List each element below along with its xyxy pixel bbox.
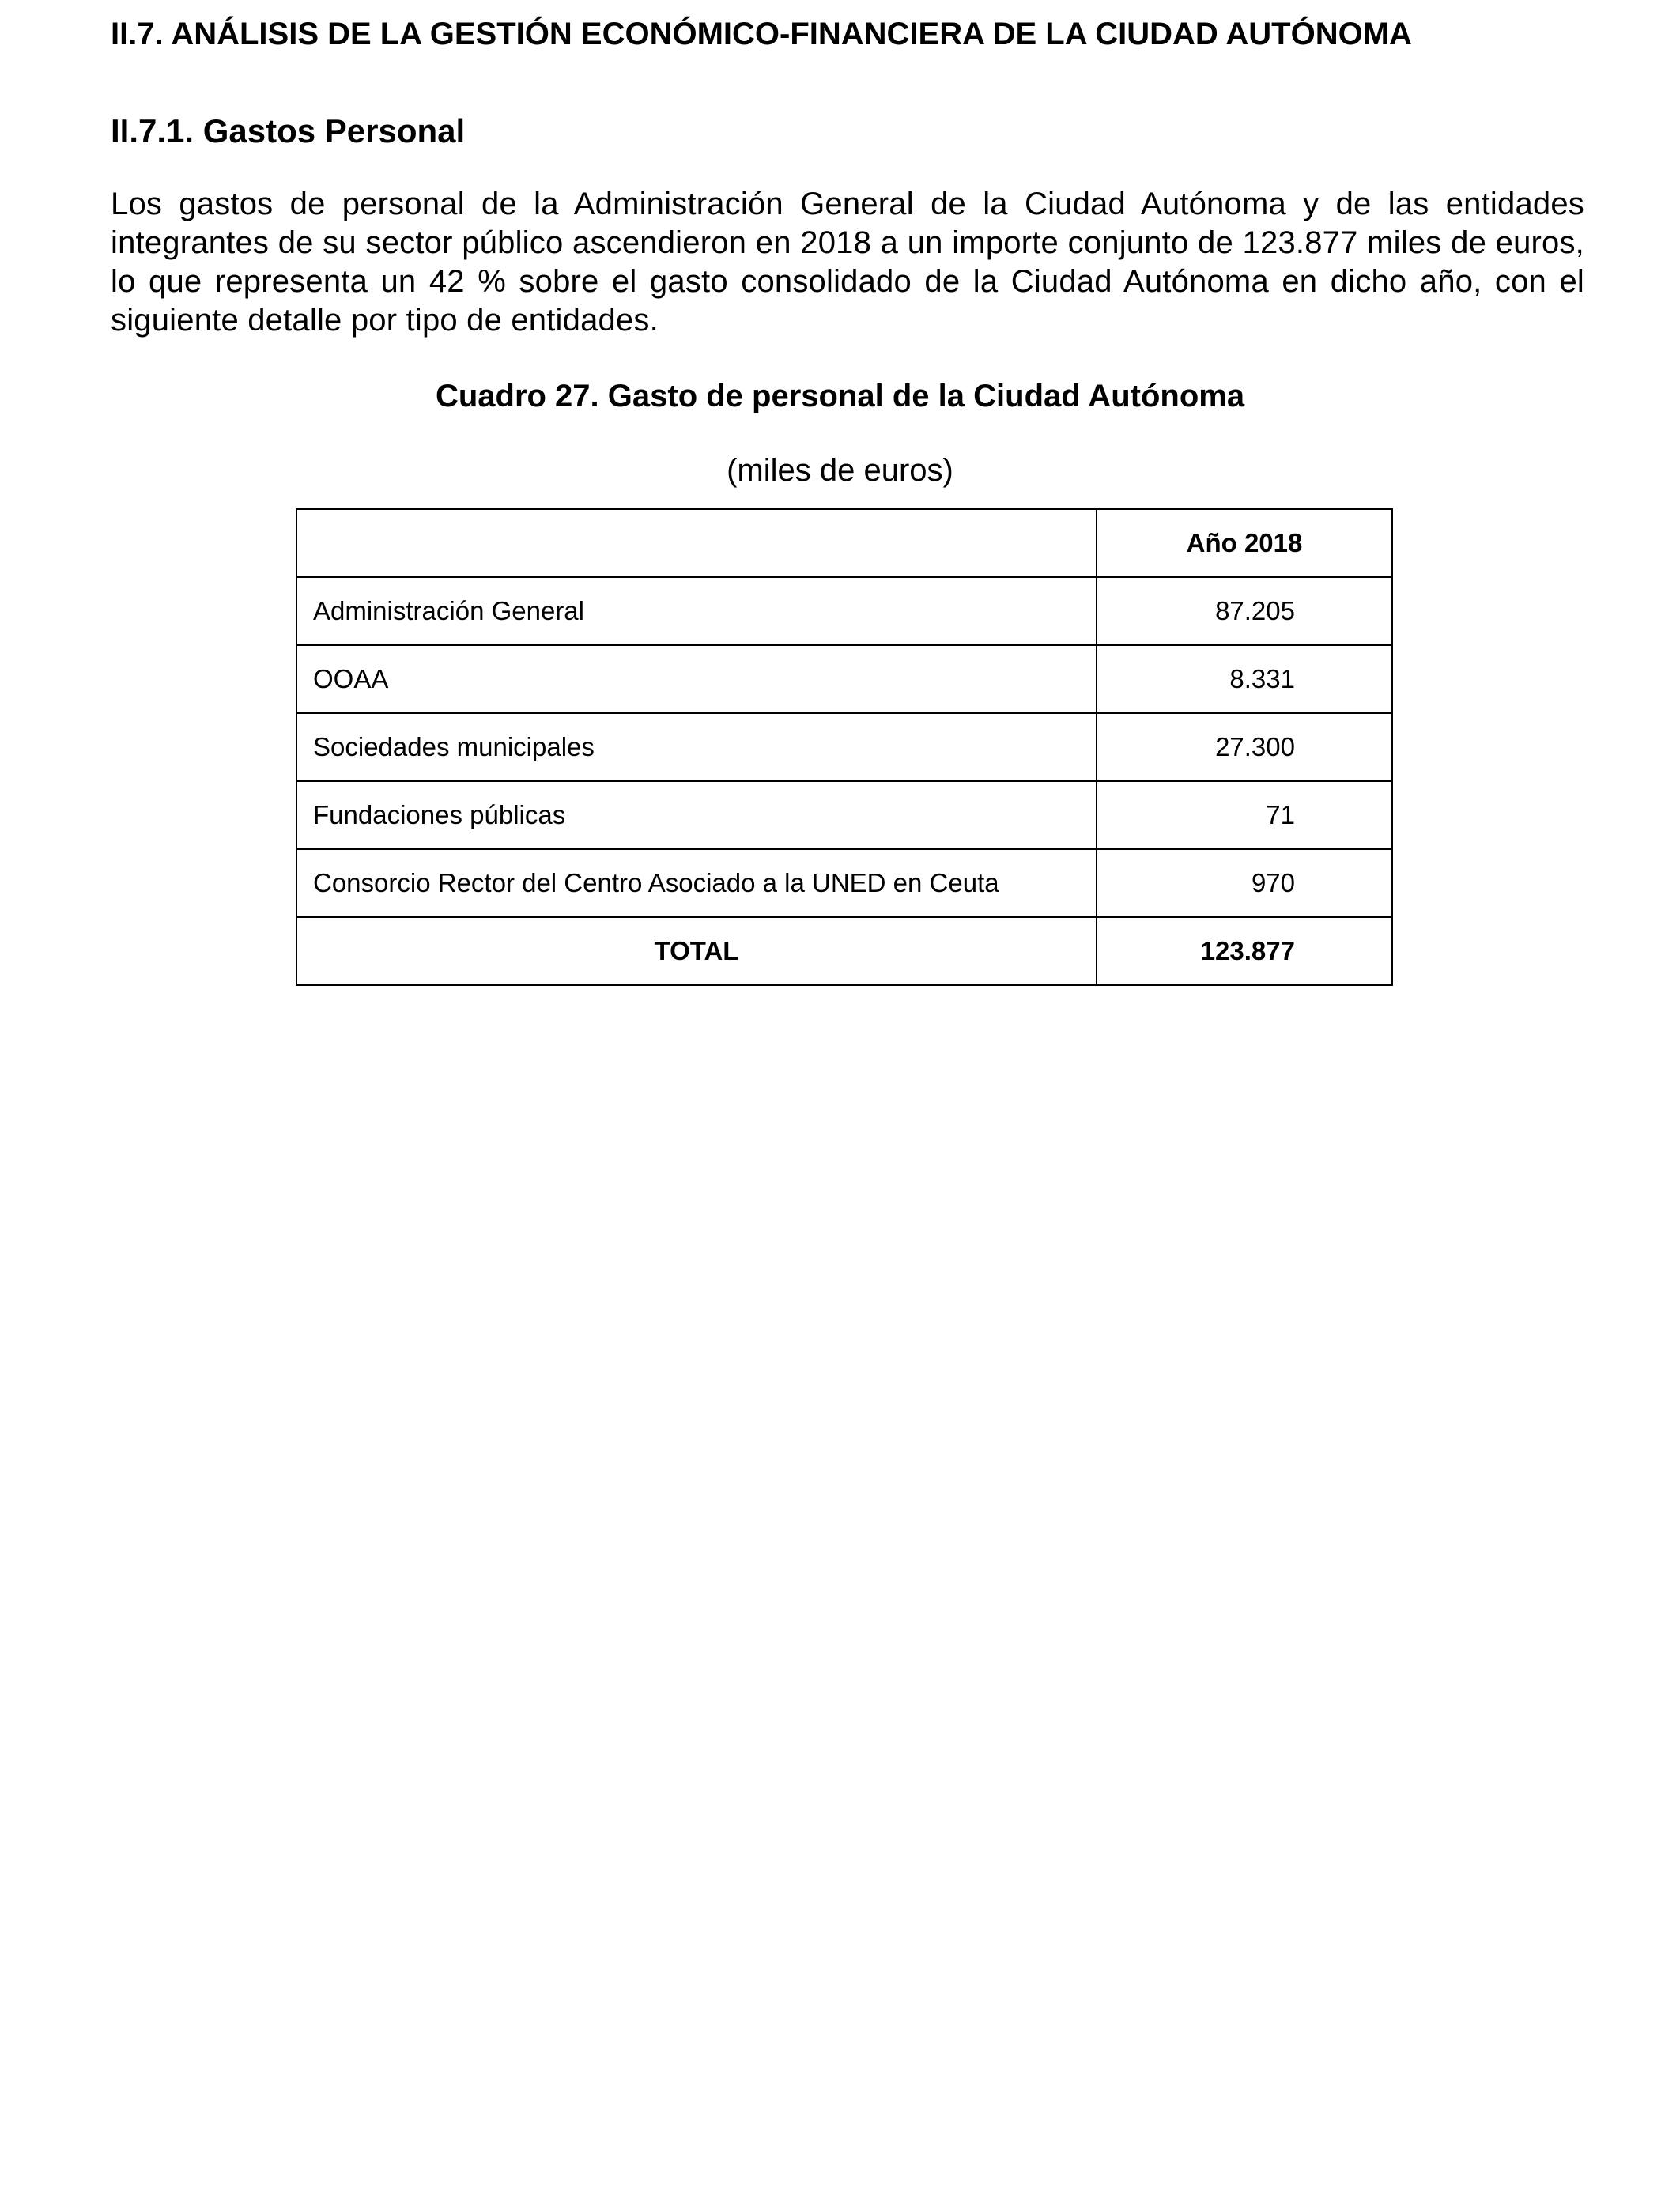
row-value: 27.300 bbox=[1097, 713, 1392, 781]
body-paragraph: Los gastos de personal de la Administración General de la Ciudad Autónoma y de las entidades integrantes de su sector público ascendieron en 2018 a un importe conjunto de 123.877 miles de euros, lo que representa un 42 % sobre el gasto consolidado de la Ciudad Autónoma en dicho año, con el siguiente detalle por tipo de entidades. bbox=[111, 187, 1584, 338]
section-title: II.7. ANÁLISIS DE LA GESTIÓN ECONÓMICO-FINANCIERA DE LA CIUDAD AUTÓNOMA bbox=[111, 17, 1412, 51]
row-value: 8.331 bbox=[1097, 645, 1392, 713]
table-row bbox=[296, 849, 1392, 917]
total-label: TOTAL bbox=[296, 917, 1097, 985]
row-label: Sociedades municipales bbox=[296, 713, 1097, 781]
table-header-label bbox=[296, 509, 1097, 577]
row-value: 87.205 bbox=[1097, 577, 1392, 645]
expense-table bbox=[296, 508, 1393, 986]
row-label: Consorcio Rector del Centro Asociado a la UNED en Ceuta bbox=[296, 849, 1097, 917]
table-row bbox=[296, 781, 1392, 849]
subsection-title: II.7.1. Gastos Personal bbox=[111, 112, 466, 149]
row-label: Fundaciones públicas bbox=[296, 781, 1097, 849]
table-title: Cuadro 27. Gasto de personal de la Ciudad Autónoma bbox=[435, 379, 1245, 413]
table-row bbox=[296, 577, 1392, 645]
table-total-row bbox=[296, 917, 1392, 985]
total-value: 123.877 bbox=[1097, 917, 1392, 985]
row-value: 970 bbox=[1097, 849, 1392, 917]
table-row bbox=[296, 713, 1392, 781]
table-header-row bbox=[296, 509, 1392, 577]
row-label: OOAA bbox=[296, 645, 1097, 713]
row-label: Administración General bbox=[296, 577, 1097, 645]
table-header-year: Año 2018 bbox=[1097, 509, 1392, 577]
table-units: (miles de euros) bbox=[727, 453, 953, 488]
row-value: 71 bbox=[1097, 781, 1392, 849]
table-row bbox=[296, 645, 1392, 713]
